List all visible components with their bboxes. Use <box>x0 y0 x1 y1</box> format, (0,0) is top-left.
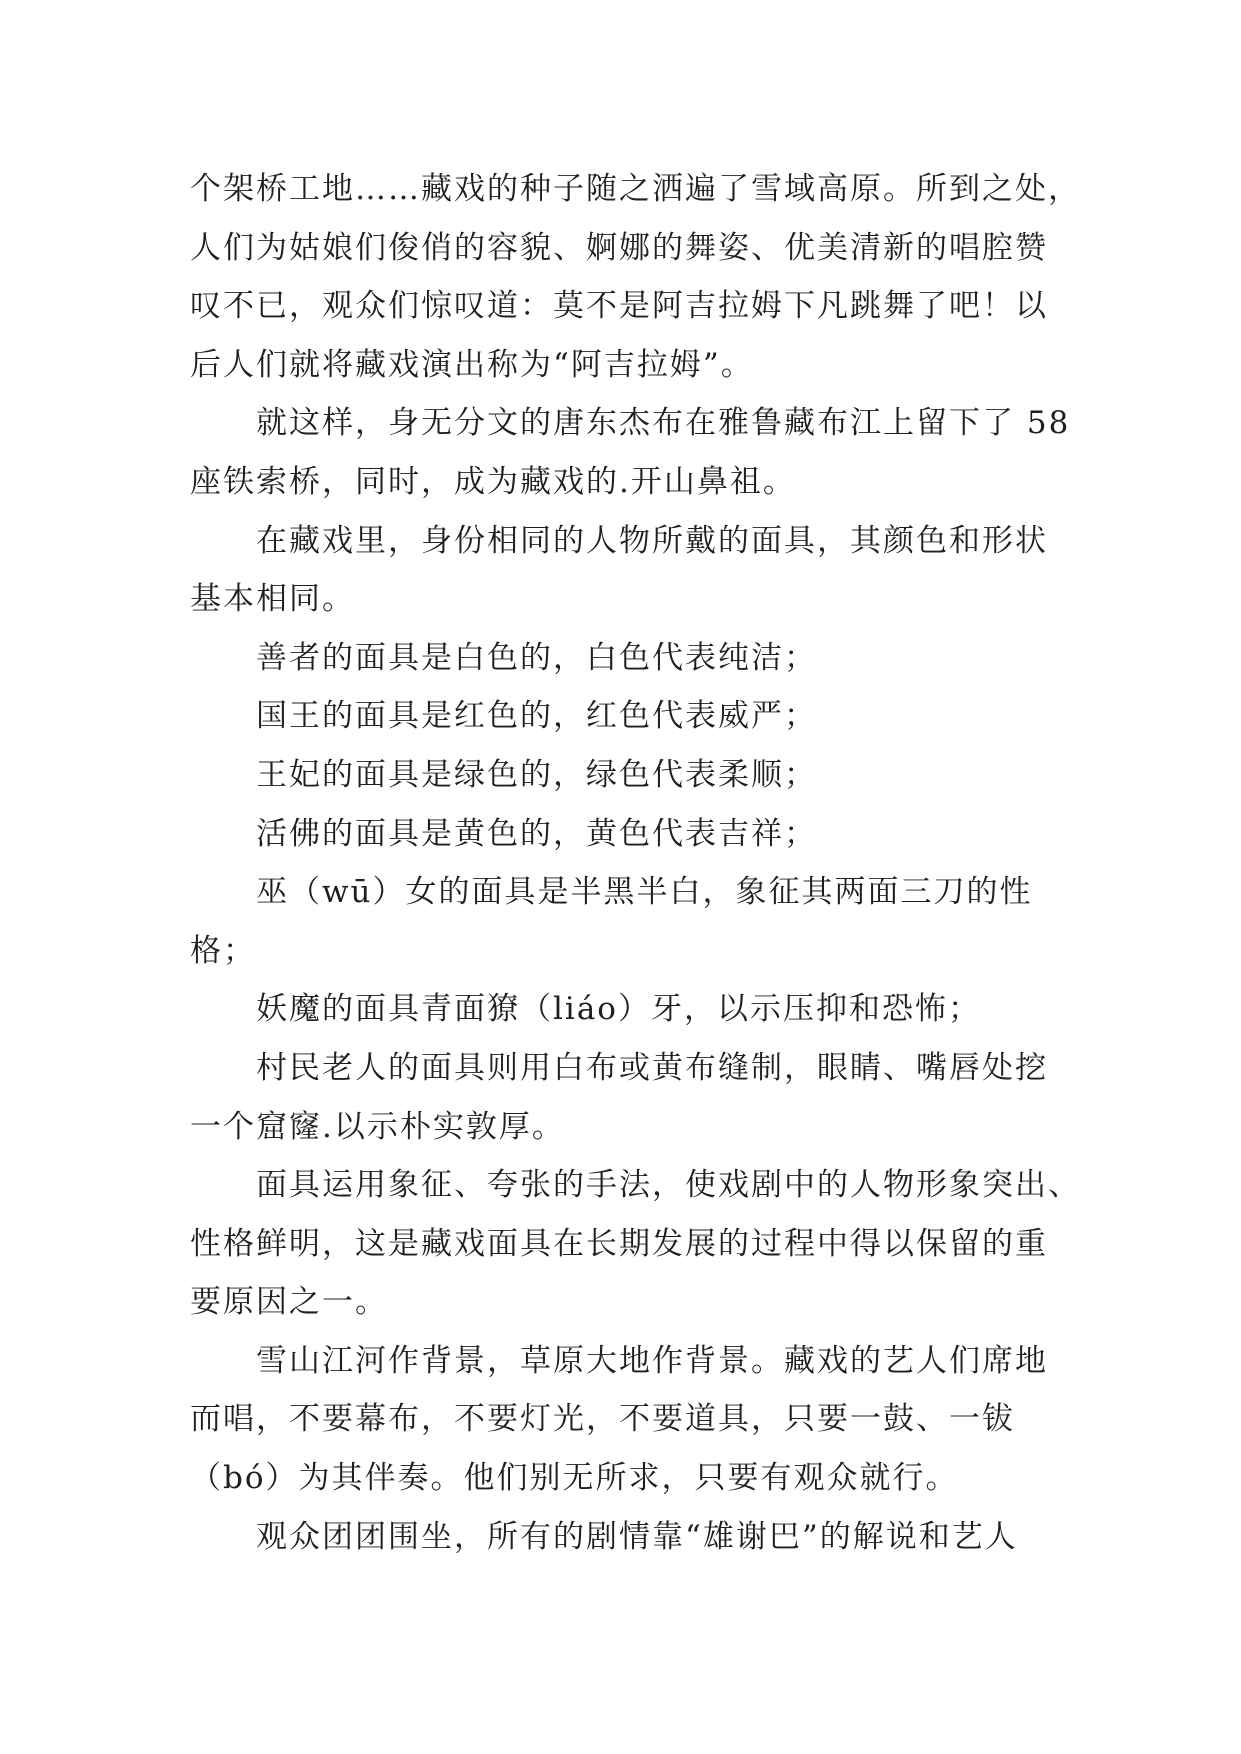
text-line: 人们为姑娘们俊俏的容貌、婀娜的舞姿、优美清新的唱腔赞 <box>190 229 1048 266</box>
text-line: 格； <box>190 932 256 969</box>
body-text <box>190 160 1090 1566</box>
text-line: 妖魔的面具青面獠（liáo）牙，以示压抑和恐怖； <box>256 991 981 1028</box>
text-line: 后人们就将藏戏演出称为“阿吉拉姆”。 <box>190 346 754 383</box>
text-line: 就这样，身无分文的唐东杰布在雅鲁藏布江上留下了 58 <box>256 405 1071 442</box>
text-line: 叹不已，观众们惊叹道：莫不是阿吉拉姆下凡跳舞了吧！以 <box>190 288 1048 325</box>
text-line: 个架桥工地……藏戏的种子随之洒遍了雪域高原。所到之处， <box>190 171 1081 207</box>
text-line: 巫（wū）女的面具是半黑半白，象征其两面三刀的性 <box>256 874 1033 911</box>
text-line: 王妃的面具是绿色的，绿色代表柔顺； <box>256 756 817 793</box>
text-line: 性格鲜明，这是藏戏面具在长期发展的过程中得以保留的重 <box>190 1225 1048 1262</box>
text-line: 活佛的面具是黄色的，黄色代表吉祥； <box>256 815 817 852</box>
text-line: （bó）为其伴奏。他们别无所求，只要有观众就行。 <box>190 1460 959 1497</box>
text-line: 一个窟窿.以示朴实敦厚。 <box>190 1108 565 1145</box>
text-line: 观众团团围坐，所有的剧情靠“雄谢巴”的解说和艺人 <box>256 1518 1018 1555</box>
text-line: 在藏戏里，身份相同的人物所戴的面具，其颜色和形状 <box>256 522 1048 559</box>
text-line: 而唱，不要幕布，不要灯光，不要道具，只要一鼓、一钹 <box>190 1401 1015 1438</box>
text-line: 村民老人的面具则用白布或黄布缝制，眼睛、嘴唇处挖 <box>256 1049 1048 1086</box>
text-line: 要原因之一。 <box>190 1284 388 1321</box>
text-line: 基本相同。 <box>190 581 355 618</box>
text-line: 座铁索桥，同时，成为藏戏的.开山鼻祖。 <box>190 463 796 500</box>
text-line: 雪山江河作背景，草原大地作背景。藏戏的艺人们席地 <box>256 1342 1048 1379</box>
text-line: 面具运用象征、夸张的手法，使戏剧中的人物形象突出、 <box>256 1167 1081 1204</box>
text-line: 国王的面具是红色的，红色代表威严； <box>256 698 817 735</box>
text-line: 善者的面具是白色的，白色代表纯洁； <box>256 639 817 676</box>
